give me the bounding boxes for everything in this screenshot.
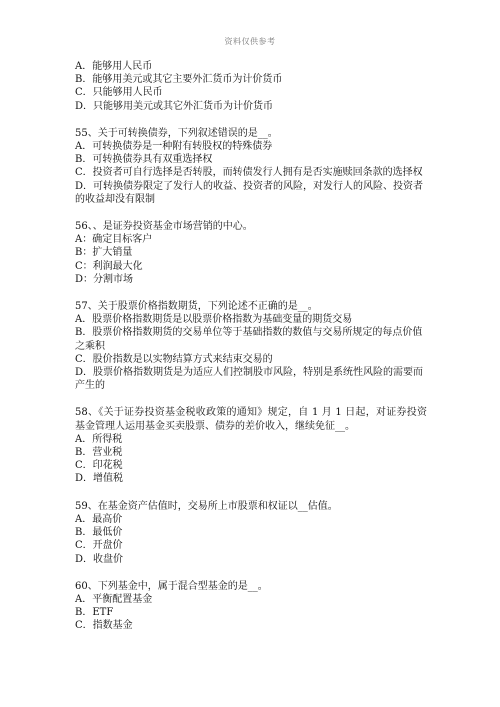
- option-a: A．股票价格指数期货是以股票价格指数为基础变量的期货交易: [75, 314, 353, 326]
- option-b: B．能够用美元或其它主要外汇货币为计价货币: [75, 74, 283, 86]
- option-c: C．印花税: [75, 460, 123, 472]
- question-stem: 56、、是证券投资基金市场营销的中心。: [75, 221, 253, 233]
- question-block: [75, 300, 427, 392]
- option-c: C．投资者可自行选择是否转股，而转债发行人拥有是否实施赎回条款的选择权: [75, 167, 423, 179]
- option-d: D．只能够用美元或其它外汇货币为计价货币: [75, 100, 274, 112]
- option-b: B．营业税: [75, 447, 123, 459]
- option-d: D．收盘价: [75, 553, 124, 565]
- option-a: A．平衡配置基金: [75, 593, 153, 605]
- option-c: C．开盘价: [75, 540, 123, 552]
- option-c: C．股价指数是以实物结算方式来结束交易的: [75, 353, 273, 365]
- option-b: B．可转换债券具有双重选择权: [75, 154, 213, 166]
- option-c: C．只能够用人民币: [75, 87, 163, 99]
- option-a: A：确定目标客户: [75, 234, 153, 246]
- option-d: D．可转换债券限定了发行人的收益、投资者的风险，对发行人的风险、投资者的收益却没有限制: [75, 180, 424, 205]
- question-stem: 55、关于可转换债券，下列叙述错误的是__。: [75, 127, 278, 139]
- option-a: A．最高价: [75, 513, 123, 525]
- option-b: B．ETF: [75, 607, 114, 619]
- question-stem: 59、在基金资产估值时，交易所上市股票和权证以__估值。: [75, 500, 338, 512]
- option-b: B．股票价格指数期货的交易单位等于基础指数的数值与交易所规定的每点价值之乘积: [75, 327, 423, 352]
- option-b: B：扩大销量: [75, 247, 133, 259]
- option-a: A．能够用人民币: [75, 61, 153, 72]
- question-stem: 58、《关于证券投资基金税收政策的通知》规定，自 1 月 1 日起，对证券投资基金管理人运用基金买卖股票、债券的差价收入，继续免征__。: [75, 407, 427, 432]
- option-d: D：分割市场: [75, 273, 134, 285]
- question-block: [75, 580, 427, 633]
- question-block: [75, 500, 427, 566]
- question-block: [75, 60, 427, 113]
- option-d: D．增值税: [75, 473, 124, 485]
- question-block: [75, 220, 427, 286]
- question-block: [75, 406, 427, 485]
- question-stem: 60、下列基金中，属于混合型基金的是__。: [75, 580, 268, 592]
- question-block: [75, 127, 427, 206]
- option-a: A．可转换债券是一种附有转股权的特殊债券: [75, 141, 273, 153]
- option-d: D．股票价格指数期货是为适应人们控制股市风险，特别是系统性风险的需要而产生的: [75, 367, 424, 392]
- question-stem: 57、关于股票价格指数期货，下列论述不正确的是__。: [75, 301, 318, 313]
- page-header: 资料仅供参考: [224, 37, 276, 46]
- option-c: C：利润最大化: [75, 260, 143, 272]
- option-c: C．指数基金: [75, 620, 133, 632]
- option-b: B．最低价: [75, 527, 123, 539]
- option-a: A．所得税: [75, 433, 123, 445]
- question-list: [75, 60, 427, 633]
